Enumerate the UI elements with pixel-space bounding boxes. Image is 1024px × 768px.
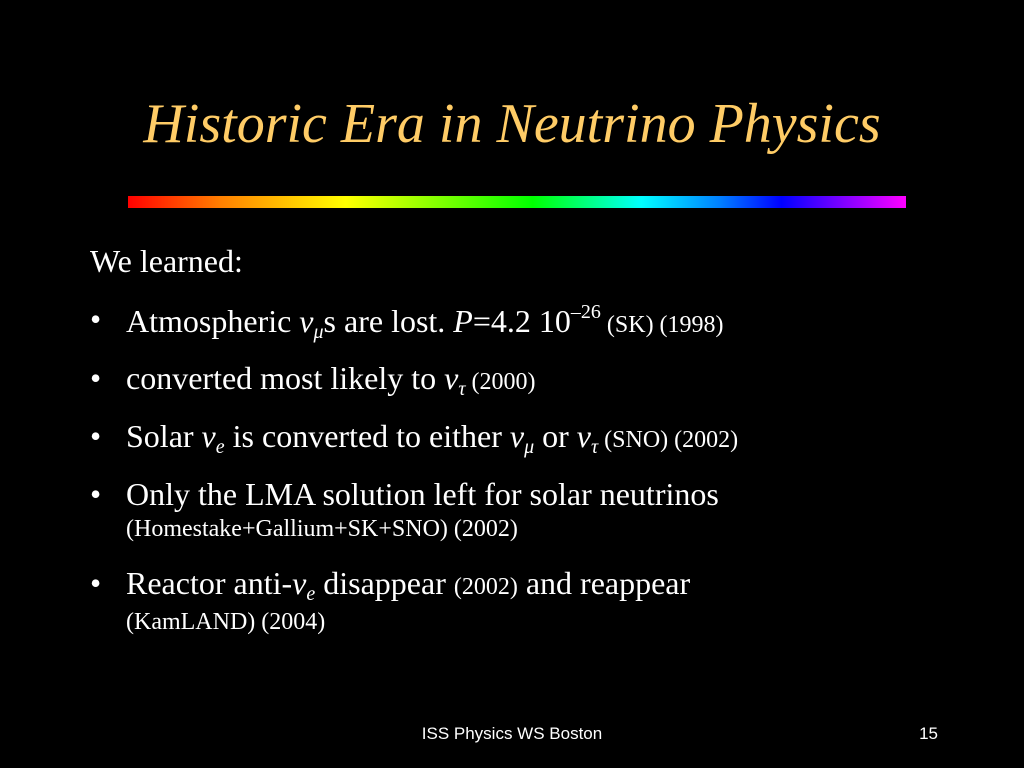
b3-or: or [534, 418, 577, 454]
b3-pre: Solar [126, 418, 202, 454]
mu-subscript: μ [524, 436, 535, 458]
rainbow-divider [128, 196, 906, 208]
nu-symbol: ν [299, 303, 314, 339]
mu-subscript: μ [313, 321, 324, 343]
exponent: –26 [570, 301, 601, 323]
b5-mid: disappear [315, 565, 454, 601]
intro-text: We learned: [90, 243, 243, 279]
bullet-dot: • [90, 418, 102, 454]
b2-refs: (2000) [465, 369, 536, 395]
e-subscript: e [306, 583, 316, 605]
e-subscript: e [215, 436, 225, 458]
b3-refs: (SNO) (2002) [598, 427, 739, 453]
bullet-dot: • [90, 360, 102, 396]
tau-subscript: τ [590, 436, 599, 458]
bullet-text [126, 417, 738, 459]
b5-post: and reappear [517, 565, 691, 601]
nu-symbol: ν [576, 418, 591, 454]
bullet-text [126, 359, 536, 401]
b4-text: Only the LMA solution left for solar neutrinos [126, 476, 719, 512]
bullet-text [126, 564, 690, 637]
bullet-dot: • [90, 565, 102, 601]
b1-pre: Atmospheric [126, 303, 300, 339]
nu-symbol: ν [292, 565, 307, 601]
b3-mid: is converted to either [224, 418, 510, 454]
b5-pre: Reactor anti- [126, 565, 293, 601]
bullet-dot: • [90, 476, 102, 512]
probability-value: =4.2 10 [472, 303, 571, 339]
bullet-text [126, 475, 719, 544]
nu-symbol: ν [444, 360, 459, 396]
b5-year: (2002) [453, 574, 518, 600]
footer-text: ISS Physics WS Boston [421, 724, 603, 743]
bullet-dot: • [90, 301, 102, 337]
slide-title: Historic Era in Neutrino Physics [143, 93, 881, 155]
nu-symbol: ν [201, 418, 216, 454]
probability-symbol: P [453, 303, 473, 339]
slide-number: 15 [919, 724, 938, 743]
nu-symbol: ν [509, 418, 525, 454]
b2-pre: converted most likely to [126, 360, 445, 396]
b4-subline: (Homestake+Gallium+SK+SNO) (2002) [126, 516, 518, 543]
b5-subline: (KamLAND) (2004) [126, 609, 326, 635]
tau-subscript: τ [458, 378, 466, 400]
b1-refs: (SK) (1998) [600, 312, 724, 338]
b1-post: s are lost. [323, 303, 454, 339]
bullet-text [126, 300, 724, 344]
